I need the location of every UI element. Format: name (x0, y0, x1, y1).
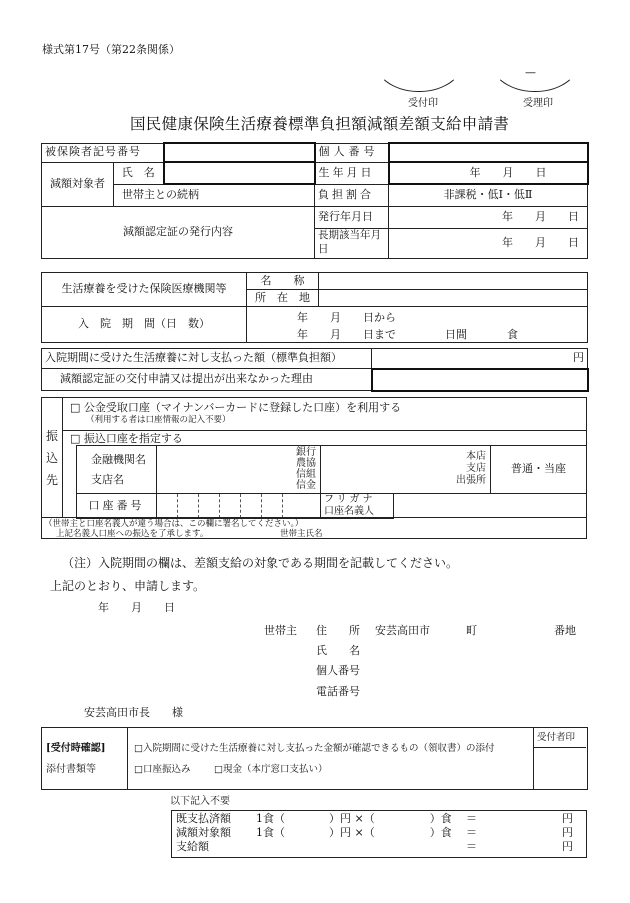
paid-amount-table (41, 348, 589, 392)
option-divider (62, 430, 586, 431)
received-seal-label: 受付印 (408, 98, 438, 109)
calc-row-3 (176, 841, 580, 854)
name-label: 氏 名 (114, 162, 164, 184)
bank-type-credit-coop: 信組 (296, 469, 316, 480)
calc-row-2 (176, 827, 580, 840)
reception-divider-left (127, 727, 128, 789)
apply-date[interactable]: 年 月 日 (98, 601, 175, 614)
calc-label: 減額対象額 (176, 826, 231, 839)
bank-type-list (296, 447, 316, 491)
transfer-side-3: 先 (46, 473, 59, 487)
birth-field[interactable] (389, 162, 588, 184)
period-label: 入 院 期 間（日 数） (42, 307, 247, 343)
calc-label: 支給額 (176, 840, 209, 853)
transfer-note-2: 上記名義人口座への振込を了承します。 (56, 529, 209, 539)
public-account-option[interactable]: □ 公金受取口座（マイナンバーカードに登録した口座）を利用する (70, 401, 402, 414)
specify-account-option[interactable]: □ 振込口座を指定する (70, 432, 183, 445)
insured-no-label: 被保険者記号番号 (42, 143, 164, 162)
relation-label: 世帯主との続柄 (114, 184, 315, 206)
cert-content-label: 減額認定証の発行内容 (42, 206, 315, 258)
reception-box (41, 727, 588, 790)
reception-docs: 添付書類等 (46, 764, 96, 775)
burden-value[interactable]: 非課税・低Ⅰ・低Ⅱ (389, 184, 588, 206)
branch-type-list (456, 451, 486, 487)
reason-label: 減額認定証の交付申請又は提出が出来なかった理由 (42, 369, 372, 391)
long-term-label: 長期該当年月日 (315, 228, 389, 258)
branch-name-label: 支店名 (91, 473, 124, 486)
calc-header: 以下記入不要 (170, 796, 230, 807)
public-account-note: （利用する者は口座情報の記入不要） (86, 415, 231, 425)
personal-no-label: 個人番号 (315, 143, 389, 162)
insured-info-table (41, 142, 589, 259)
transfer-note-1: （世帯主と口座名義人が違う場合は、この欄に署名してください。） (44, 519, 304, 529)
account-type[interactable]: 普通・当座 (491, 446, 587, 494)
reason-field[interactable] (372, 369, 588, 391)
period-field[interactable] (247, 307, 588, 343)
calc-eq: ＝ (466, 840, 477, 853)
account-table (76, 493, 394, 519)
facility-address-field[interactable] (319, 290, 588, 307)
account-digit-6[interactable] (262, 494, 283, 519)
mayor-addressee: 安芸高田市長 様 (84, 706, 183, 719)
burden-label: 負担割合 (315, 184, 389, 206)
transfer-note-divider (41, 517, 586, 518)
calc-expr: 1食（ ）円 ×（ ）食 (256, 812, 452, 825)
bank-labels (77, 446, 157, 494)
accepted-seal-dash: — (525, 66, 536, 79)
applicant-name-label: 氏 名 (316, 644, 360, 657)
personal-no-field[interactable] (389, 143, 588, 162)
period-to: 年 月 日まで (297, 328, 396, 341)
facility-name-field[interactable] (319, 273, 588, 290)
branch-type-branch: 支店 (466, 463, 486, 474)
calc-label: 既支払済額 (176, 812, 231, 825)
facility-label: 生活療養を受けた保険医療機関等 (42, 273, 247, 307)
account-digit-3[interactable] (199, 494, 220, 519)
reduced-person-label: 減額対象者 (42, 162, 114, 206)
transfer-side-1: 振 (46, 429, 59, 443)
page-title: 国民健康保険生活療養標準負担額減額差額支給申請書 (130, 115, 510, 133)
account-digit-7[interactable] (283, 494, 321, 519)
bank-name-field[interactable] (157, 446, 321, 494)
period-days: 日間 (445, 328, 467, 341)
birth-label: 生年月日 (315, 162, 389, 184)
reception-divider-right (533, 727, 534, 789)
notice-text: （注）入院期間の欄は、差額支給の対象である期間を記載してください。 (62, 556, 459, 570)
facility-name-label: 名 称 (247, 273, 319, 290)
period-meals: 食 (507, 328, 518, 341)
bank-type-bank: 銀行 (296, 447, 316, 458)
bank-name-label: 金融機関名 (91, 453, 146, 466)
calc-eq: ＝ (466, 826, 477, 839)
bank-table (76, 445, 587, 494)
holder-name-field[interactable] (393, 493, 586, 518)
calc-unit: 円 (562, 812, 573, 825)
kana-label: フリガナ (324, 494, 376, 505)
calc-expr: 1食（ ）円 ×（ ）食 (256, 826, 452, 839)
issue-date-label: 発行年月日 (315, 206, 389, 228)
branch-type-office: 出張所 (456, 475, 486, 486)
calc-unit: 円 (562, 826, 573, 839)
account-digit-4[interactable] (220, 494, 241, 519)
account-digit-2[interactable] (178, 494, 199, 519)
bank-transfer-check[interactable]: □口座振込み (134, 764, 191, 775)
branch-name-field[interactable] (321, 446, 491, 494)
name-field[interactable] (164, 162, 315, 184)
holder-label: 口座名義人 (324, 506, 374, 517)
applicant-pno-label: 個人番号 (316, 664, 360, 677)
long-term-value[interactable]: 年 月 日 (389, 228, 588, 258)
reception-title: [受付時確認] (46, 743, 106, 754)
paid-amount-yen: 円 (573, 350, 584, 364)
facility-address-label: 所 在 地 (247, 290, 319, 307)
form-number: 様式第17号（第22条関係） (42, 43, 180, 56)
birth-value: 年 月 日 (469, 165, 547, 179)
transfer-side-divider (62, 397, 63, 517)
calc-unit: 円 (562, 840, 573, 853)
paid-amount-field[interactable] (372, 349, 588, 369)
issue-date-value[interactable]: 年 月 日 (389, 206, 588, 228)
calc-eq: ＝ (466, 812, 477, 825)
received-seal-outline (372, 55, 466, 92)
stamp-header-divider (533, 747, 586, 748)
account-digit-5[interactable] (241, 494, 262, 519)
bank-type-credit-union: 信金 (296, 480, 316, 491)
receipt-check[interactable]: □入院期間に受けた生活療養に対し支払った金額が確認できるもの（領収書）の添付 (134, 743, 495, 754)
period-from: 年 月 日から (297, 311, 396, 324)
apply-text: 上記のとおり、申請します。 (50, 579, 206, 593)
address-town: 町 (466, 624, 477, 637)
accepted-seal-label: 受理印 (523, 98, 553, 109)
head-label: 世帯主 (264, 624, 297, 637)
cash-check[interactable]: □現金（本庁窓口支払い） (214, 764, 328, 775)
bank-type-ja: 農協 (296, 458, 316, 469)
receiver-stamp-label: 受付者印 (537, 732, 576, 743)
account-no-label: 口座番号 (77, 494, 157, 519)
applicant-tel-label: 電話番号 (316, 685, 360, 698)
calc-row-1 (176, 813, 580, 826)
address-label: 住 所 (316, 624, 360, 637)
hospital-info-table (41, 272, 588, 343)
holder-labels (321, 494, 394, 519)
address-lot: 番地 (554, 624, 576, 637)
transfer-side-2: 込 (46, 451, 59, 465)
paid-amount-label: 入院期間に受けた生活療養に対し支払った額（標準負担額） (42, 349, 372, 369)
insured-no-field[interactable] (164, 143, 315, 162)
transfer-note-3: 世帯主氏名 (280, 529, 323, 539)
branch-type-head: 本店 (466, 451, 486, 462)
address-city: 安芸高田市 (375, 624, 430, 637)
account-digit-1[interactable] (157, 494, 178, 519)
